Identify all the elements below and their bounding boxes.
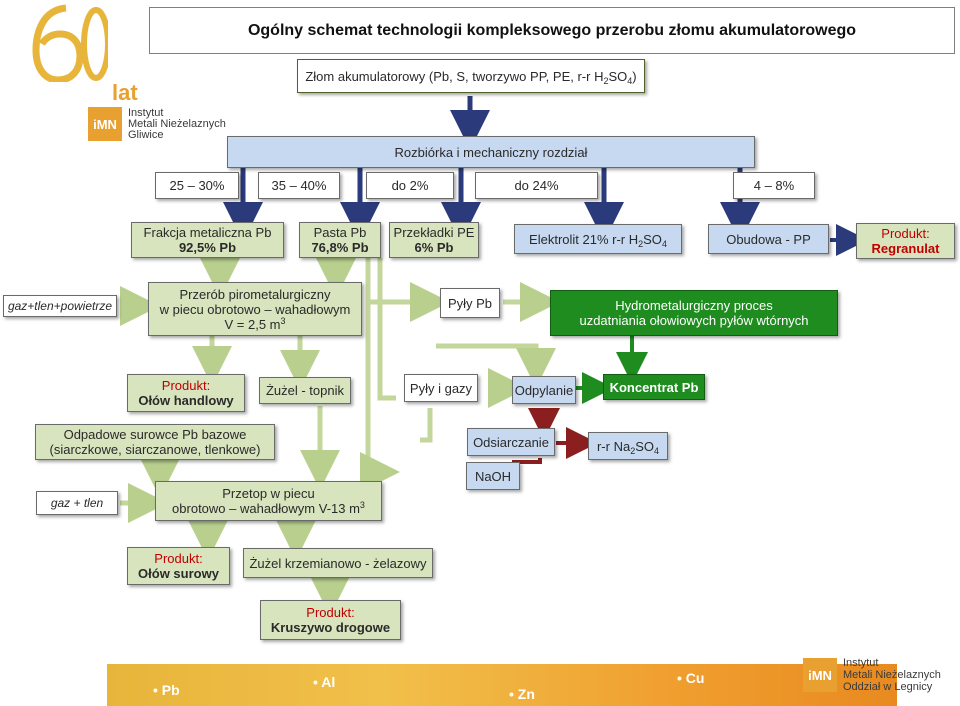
node-pyly-pb: Pyły Pb: [440, 288, 500, 318]
node-olow-handlowy: [127, 374, 245, 412]
line-pasta-pyly: [380, 258, 396, 398]
node-przetop: Przetop w piecu obrotowo – wahadłowym V-13 $m^3$: [155, 481, 382, 521]
node-kruszywo: [260, 600, 401, 640]
przetop-line1: Przetop w piecu: [222, 486, 315, 501]
node-zlom: Złom akumulatorowy (Pb, S, tworzywo PP, PE, r-r $H_2SO_4$): [297, 59, 645, 93]
node-hydro: [550, 290, 838, 336]
pct-frakcja: 25 – 30%: [155, 172, 239, 199]
anniversary-logo: [28, 4, 108, 104]
odpadowe-line1: Odpadowe surowce Pb bazowe: [63, 427, 247, 442]
institute-line-2: Metali Nieżelaznych: [128, 118, 226, 130]
regranulat-line2: Regranulat: [871, 241, 940, 256]
node-naoh: NaOH: [466, 462, 520, 490]
footer-institute-line-3: Oddział w Legnicy: [843, 681, 933, 693]
node-obudowa: Obudowa - PP: [708, 224, 829, 254]
page-title: Ogólny schemat technologii kompleksowego przerobu złomu akumulatorowego: [149, 7, 955, 54]
przekladki-line2: 6% Pb: [414, 240, 454, 255]
node-zuzel-krzem: Żużel krzemianowo - żelazowy: [243, 548, 433, 578]
imn-footer-mark-icon: iMN: [803, 658, 837, 692]
sixty-logo-word: lat: [112, 80, 138, 105]
pasta-line1: Pasta Pb: [313, 225, 367, 240]
node-gaz-tlen-powietrze: gaz+tlen+powietrze: [3, 295, 117, 317]
institute-line-1: Instytut: [128, 107, 164, 119]
przerob-line1: Przerób pirometalurgiczny: [179, 286, 331, 302]
frakcja-line1: Frakcja metaliczna Pb: [143, 225, 272, 240]
przerob-line2: w piecu obrotowo – wahadłowym: [159, 301, 351, 317]
node-koncentrat: Koncentrat Pb: [603, 374, 705, 400]
sixty-logo-icon: [28, 4, 108, 82]
pct-elektrolit: do 24%: [475, 172, 598, 199]
node-odpylanie: Odpylanie: [512, 376, 576, 404]
olow-handlowy-line2: Ołów handlowy: [138, 393, 234, 408]
institute-logo-footer: [803, 654, 958, 698]
odpadowe-line2: (siarczkowe, siarczanowe, tlenkowe): [49, 442, 261, 457]
footer-institute-line-2: Metali Nieżelaznych: [843, 669, 941, 681]
node-frakcja: [131, 222, 284, 258]
node-olow-surowy: [127, 547, 230, 585]
pasta-line2: 76,8% Pb: [311, 240, 369, 255]
institute-line-3: Gliwice: [128, 129, 164, 141]
zlom-text: Złom akumulatorowy (Pb, S, tworzywo PP, PE, r-r H: [305, 68, 604, 84]
olow-surowy-line1: Produkt:: [154, 551, 203, 566]
hydro-line1: Hydrometalurgiczny proces: [615, 298, 773, 313]
node-gaz-tlen: gaz + tlen: [36, 491, 118, 515]
institute-logo-header: [88, 107, 228, 143]
pct-przekladki: do 2%: [366, 172, 454, 199]
kruszywo-line1: Produkt:: [306, 605, 355, 620]
kruszywo-line2: Kruszywo drogowe: [270, 620, 391, 635]
node-rr-na: r-r $Na_2SO_4$: [588, 432, 668, 460]
node-pyly-gazy: Pyły i gazy: [404, 374, 478, 402]
olow-surowy-line2: Ołów surowy: [138, 566, 219, 581]
frakcja-line2: 92,5% Pb: [178, 240, 237, 255]
node-pasta: [299, 222, 381, 258]
arrow-to-odpylanie: [436, 346, 536, 368]
pct-obudowa: 4 – 8%: [733, 172, 815, 199]
regranulat-line1: Produkt:: [881, 226, 930, 241]
node-regranulat: [856, 223, 955, 259]
olow-handlowy-line1: Produkt:: [161, 378, 211, 393]
footer-element-al: • Al: [313, 674, 336, 690]
node-odpadowe: [35, 424, 275, 460]
przekladki-line1: Przekładki PE: [393, 225, 475, 240]
footer-element-cu: • Cu: [677, 670, 705, 686]
footer-institute-line-1: Instytut: [843, 657, 879, 669]
node-elektrolit: Elektrolit 21% r-r $H_2SO_4$: [514, 224, 682, 254]
node-zuzel-topnik: Żużel - topnik: [259, 377, 351, 404]
node-przekladki: [389, 222, 479, 258]
imn-mark-icon: iMN: [88, 107, 122, 141]
node-odsiarczanie: Odsiarczanie: [467, 428, 555, 456]
pct-pasta: 35 – 40%: [258, 172, 340, 199]
node-przerob: Przerób pirometalurgiczny w piecu obrotowo – wahadłowym V = 2,5 $m^3$: [148, 282, 362, 336]
footer-element-pb: • Pb: [153, 682, 180, 698]
node-rozbiorka: Rozbiórka i mechaniczny rozdział: [227, 136, 755, 168]
footer-element-zn: • Zn: [509, 686, 535, 702]
footer-banner: [107, 664, 897, 706]
hydro-line2: uzdatniania ołowiowych pyłów wtórnych: [579, 313, 809, 328]
line-pyly-odpadowe: [420, 408, 430, 440]
